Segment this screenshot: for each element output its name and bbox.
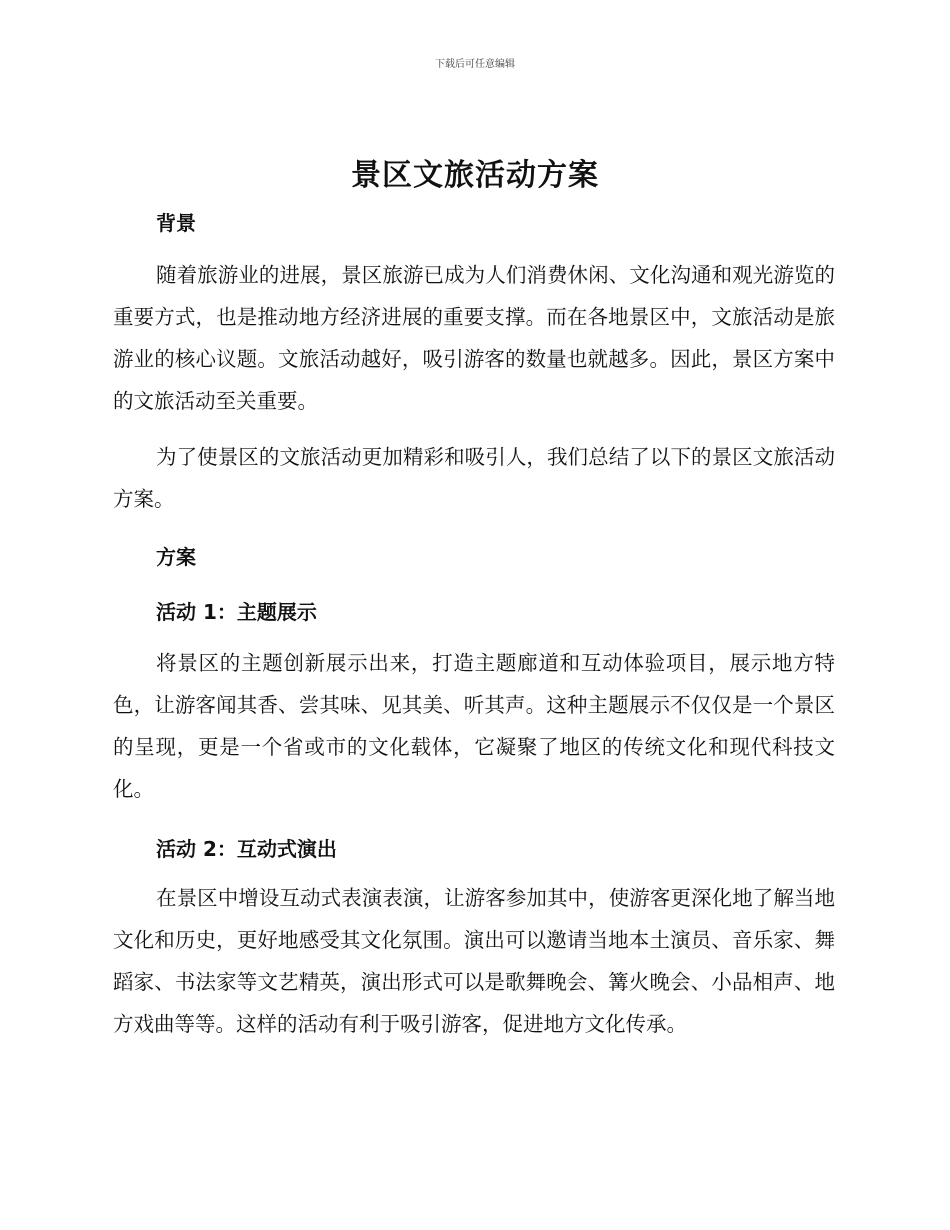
activity-1-paragraph: 将景区的主题创新展示出来，打造主题廊道和互动体验项目，展示地方特色，让游客闻其香、尝其味、见其美、听其声。这种主题展示不仅仅是一个景区的呈现，更是一个省或市的文化载体，它凝聚了地区的传统文化和现代科技文化。: [113, 651, 835, 801]
activity-2-paragraph: 在景区中增设互动式表演表演，让游客参加其中，使游客更深化地了解当地文化和历史，更好地感受其文化氛围。演出可以邀请当地本土演员、音乐家、舞蹈家、书法家等文艺精英，演出形式可以是歌舞晚会、篝火晚会、小品相声、地方戏曲等等。这样的活动有利于吸引游客，促进地方文化传承。: [113, 886, 835, 1036]
section-heading-background: 背景: [156, 211, 196, 235]
background-paragraph-1: 随着旅游业的进展，景区旅游已成为人们消费休闲、文化沟通和观光游览的重要方式，也是推动地方经济进展的重要支撑。而在各地景区中，文旅活动是旅游业的核心议题。文旅活动越好，吸引游客的数量也就越多。因此，景区方案中的文旅活动至关重要。: [113, 263, 835, 413]
background-paragraph-2: 为了使景区的文旅活动更加精彩和吸引人，我们总结了以下的景区文旅活动方案。: [113, 445, 835, 511]
page-header-note: 下载后可任意编辑: [435, 59, 515, 70]
section-heading-activity-1: 活动 1：主题展示: [156, 600, 317, 624]
section-heading-plan: 方案: [156, 545, 196, 569]
section-heading-activity-2: 活动 2：互动式演出: [156, 837, 337, 861]
document-title: 景区文旅活动方案: [351, 158, 599, 193]
